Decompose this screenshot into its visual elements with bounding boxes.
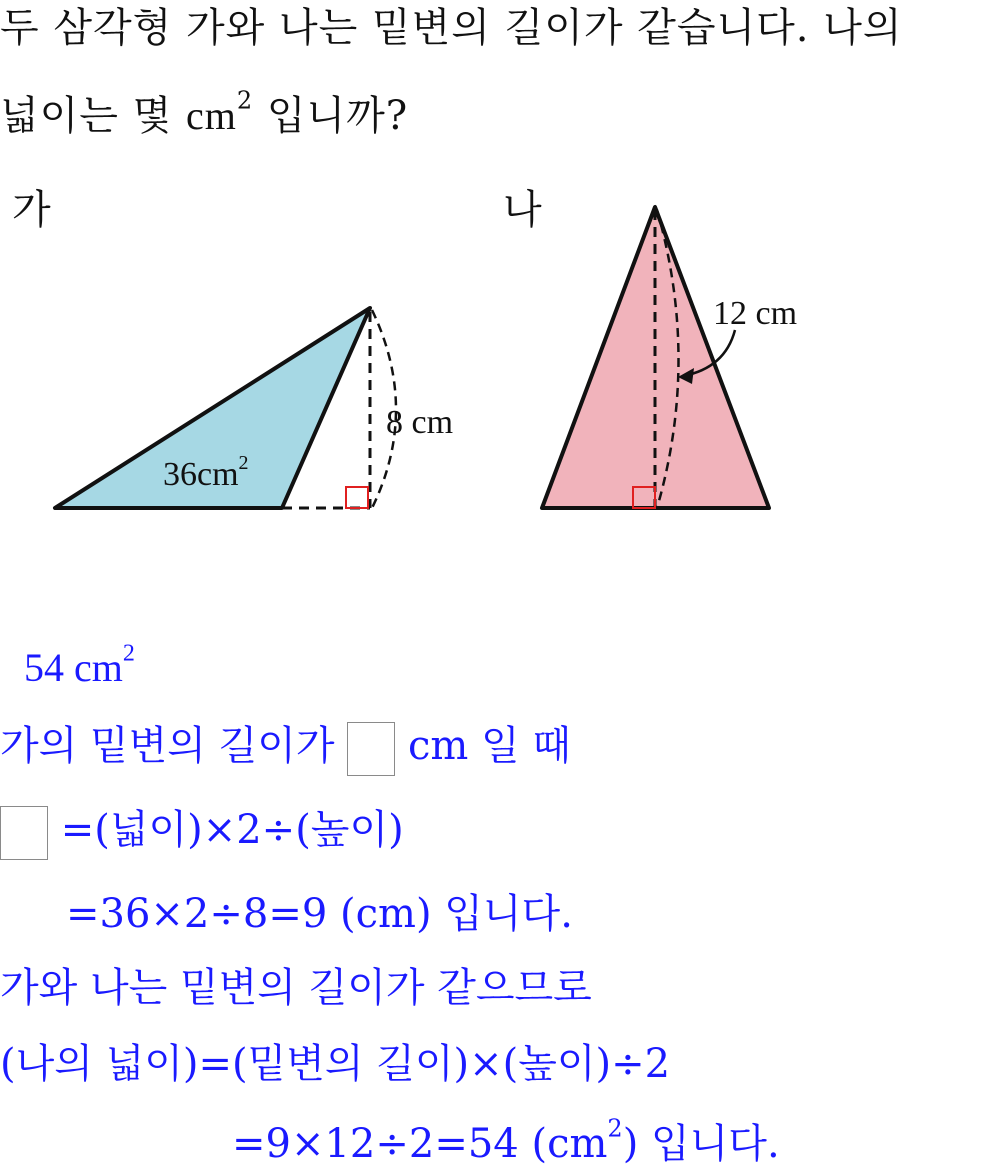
answer-result xyxy=(24,640,135,690)
question-text-2-suffix: 입니까? xyxy=(253,93,409,139)
triangle-ga-right-angle-mark xyxy=(346,487,368,508)
triangle-ga-area-value: 36 xyxy=(163,456,197,493)
answer-line-2 xyxy=(0,806,404,860)
question-text-2-prefix: 넓이는 몇 xyxy=(0,93,186,139)
answer-line-1 xyxy=(0,722,571,776)
answer-line-6-prefix: =9×12÷2=54 (cm xyxy=(232,1121,608,1167)
triangle-na-height-label: 12 cm xyxy=(713,295,798,332)
triangle-ga-height-label: 8 cm xyxy=(386,404,454,441)
answer-line-4-text: 가와 나는 밑변의 길이가 같으므로 xyxy=(0,965,592,1011)
answer-line-1-prefix: 가의 밑변의 길이가 xyxy=(0,723,348,769)
answer-line-2-text: =(넓이)×2÷(높이) xyxy=(48,807,404,853)
answer-line-5-text: (나의 넓이)=(밑변의 길이)×(높이)÷2 xyxy=(0,1041,671,1087)
answer-line-6-suffix: ) 입니다. xyxy=(622,1121,780,1167)
answer-line-6-exponent: 2 xyxy=(607,1114,623,1143)
triangle-ga-area-label xyxy=(163,452,249,493)
answer-line-6 xyxy=(232,1114,780,1167)
answer-line-5 xyxy=(0,1041,671,1087)
answer-line-3 xyxy=(66,891,573,937)
triangle-ga-area-exponent: 2 xyxy=(238,452,249,474)
answer-result-exponent: 2 xyxy=(122,640,135,667)
triangles-figure xyxy=(0,0,993,560)
answer-result-unit: cm xyxy=(74,645,123,690)
figure-label-ga: 가 xyxy=(12,187,51,233)
answer-line-4 xyxy=(0,965,592,1011)
question-unit-exponent: 2 xyxy=(236,86,254,115)
question-unit: cm xyxy=(186,93,237,138)
answer-blank-box xyxy=(347,722,395,776)
triangle-ga-area-unit: cm xyxy=(197,456,239,493)
answer-line-3-text: =36×2÷8=9 (cm) 입니다. xyxy=(66,891,573,937)
answer-result-value: 54 xyxy=(24,645,74,690)
question-text-1: 두 삼각형 가와 나는 밑변의 길이가 같습니다. 나의 xyxy=(0,5,903,51)
answer-blank-box-2 xyxy=(0,806,48,860)
answer-line-1-suffix: cm 일 때 xyxy=(395,723,572,769)
figure-label-na: 나 xyxy=(503,187,542,233)
